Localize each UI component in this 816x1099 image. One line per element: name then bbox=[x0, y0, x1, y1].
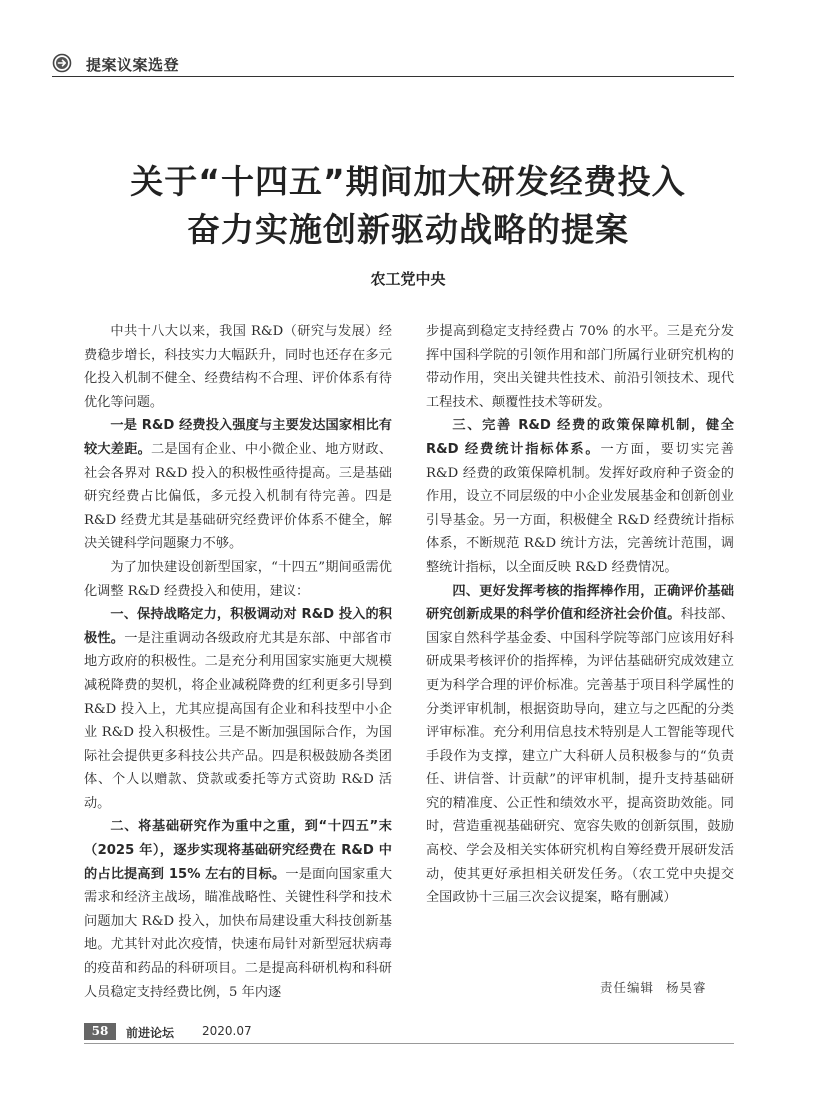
article-author: 农工党中央 bbox=[370, 270, 446, 288]
left-column bbox=[84, 320, 392, 1004]
paragraph-body: 科技部、国家自然科学基金委、中国科学院等部门应该用好科研成果考核评价的指挥棒，为评估基础研究成效建立更为科学合理的评价标准。完善基于项目科学属性的分类评审机制，根据资助导向，建立与之匹配的分类评审标准。充分利用信息技术特别是人工智能等现代手段作为支撑，建立广大科研人员积极参与的“负责任、讲信誉、计贡献”的评审机制，提升支持基础研究的精准度、公正性和绩效水平，提高资助效能。同时，营造重视基础研究、宽容失败的创新氛围，鼓励高校、学会及相关实体研究机构自筹经费开展研发活动，使其更好承担相关研发任务。 bbox=[426, 607, 734, 882]
paragraph: 步提高到稳定支持经费占 70% 的水平。三是充分发挥中国科学院的引领作用和部门所属行业研究机构的带动作用，突出关键共性技术、前沿引领技术、现代工程技术、颠覆性技术等研发。 bbox=[426, 324, 734, 410]
paragraph-body: 一是注重调动各级政府尤其是东部、中部省市地方政府的积极性。二是充分利用国家实施更大规模减税降费的契机，将企业减税降费的红利更多引导到 R&D 投入上，尤其应提高国有企业和科技型中小企业 R&D 投入积极性。三是不断加强国际合作，为国际社会提供更多科技公共产品。四是积极鼓励各类团体、个人以赠款、贷款或委托等方式资助 R&D 活动。 bbox=[84, 630, 392, 811]
paragraph-heading: 三、完善 R&D 经费的政策保障机制，健全 R&D 经费统计指标体系。 bbox=[426, 418, 734, 457]
paragraph: 中共十八大以来，我国 R&D（研究与发展）经费稳步增长，科技实力大幅跃升，同时也还存在多元化投入机制不健全、经费结构不合理、评价体系有待优化等问题。 bbox=[84, 324, 392, 410]
paragraph bbox=[84, 603, 392, 815]
editor-name: 杨昊睿 bbox=[666, 980, 707, 995]
section-header bbox=[52, 52, 734, 77]
paragraph bbox=[426, 414, 734, 579]
paragraph bbox=[84, 815, 392, 1004]
article-title bbox=[60, 158, 756, 254]
source-note: （农工党中央提交全国政协十三届三次会议提案，略有删减） bbox=[426, 866, 735, 906]
right-column bbox=[426, 320, 734, 910]
page-footer bbox=[84, 1023, 734, 1044]
arrow-right-circle-icon bbox=[52, 53, 72, 73]
paragraph-body: 一是面向国家重大需求和经济主战场，瞄准战略性、关键性科学和技术问题加大 R&D 投入，加快布局建设重大科技创新基地。尤其针对此次疫情，快速布局针对新型冠状病毒的疫苗和药品的科研项目。二是提高科研机构和科研人员稳定支持经费比例，5 年内逐 bbox=[84, 866, 393, 1000]
editor-label: 责任编辑 bbox=[600, 980, 655, 995]
journal-name: 前进论坛 bbox=[126, 1026, 175, 1040]
editor-credit bbox=[600, 978, 707, 996]
paragraph bbox=[426, 580, 734, 910]
paragraph: 为了加快建设创新型国家，“十四五”期间亟需优化调整 R&D 经费投入和使用，建议： bbox=[84, 559, 392, 599]
issue-date: 2020.07 bbox=[202, 1024, 252, 1038]
title-line-1: 关于“十四五”期间加大研发经费投入 bbox=[130, 162, 686, 201]
paragraph-heading: 一是 R&D 经费投入强度与主要发达国家相比有较大差距。 bbox=[84, 418, 392, 457]
page-number: 58 bbox=[84, 1023, 116, 1040]
paragraph-body: 二是国有企业、中小微企业、地方财政、社会各界对 R&D 投入的积极性亟待提高。三是基础研究经费占比偏低，多元投入机制有待完善。四是 R&D 经费尤其是基础研究经费评价体系不健全，解决关键科学问题聚力不够。 bbox=[84, 441, 393, 552]
paragraph-body: 一方面，要切实完善 R&D 经费的政策保障机制。发挥好政府种子资金的作用，设立不同层级的中小企业发展基金和创新创业引导基金。另一方面，积极健全 R&D 经费统计指标体系，不断规范 R&D 统计方法，完善统计范围，调整统计指标，以全面反映 R&D 经费情况。 bbox=[426, 441, 734, 575]
paragraph bbox=[84, 414, 392, 556]
title-line-2: 奋力实施创新驱动战略的提案 bbox=[187, 210, 629, 249]
paragraph-heading: 四、更好发挥考核的指挥棒作用，正确评价基础研究创新成果的科学价值和经济社会价值。 bbox=[426, 583, 734, 623]
paragraph-heading: 一、保持战略定力，积极调动对 R&D 投入的积极性。 bbox=[84, 607, 392, 646]
section-title: 提案议案选登 bbox=[86, 56, 180, 74]
paragraph-heading: 二、将基础研究作为重中之重，到“十四五”末（2025 年），逐步实现将基础研究经费在 R&D 中的占比提高到 15% 左右的目标。 bbox=[84, 819, 392, 882]
